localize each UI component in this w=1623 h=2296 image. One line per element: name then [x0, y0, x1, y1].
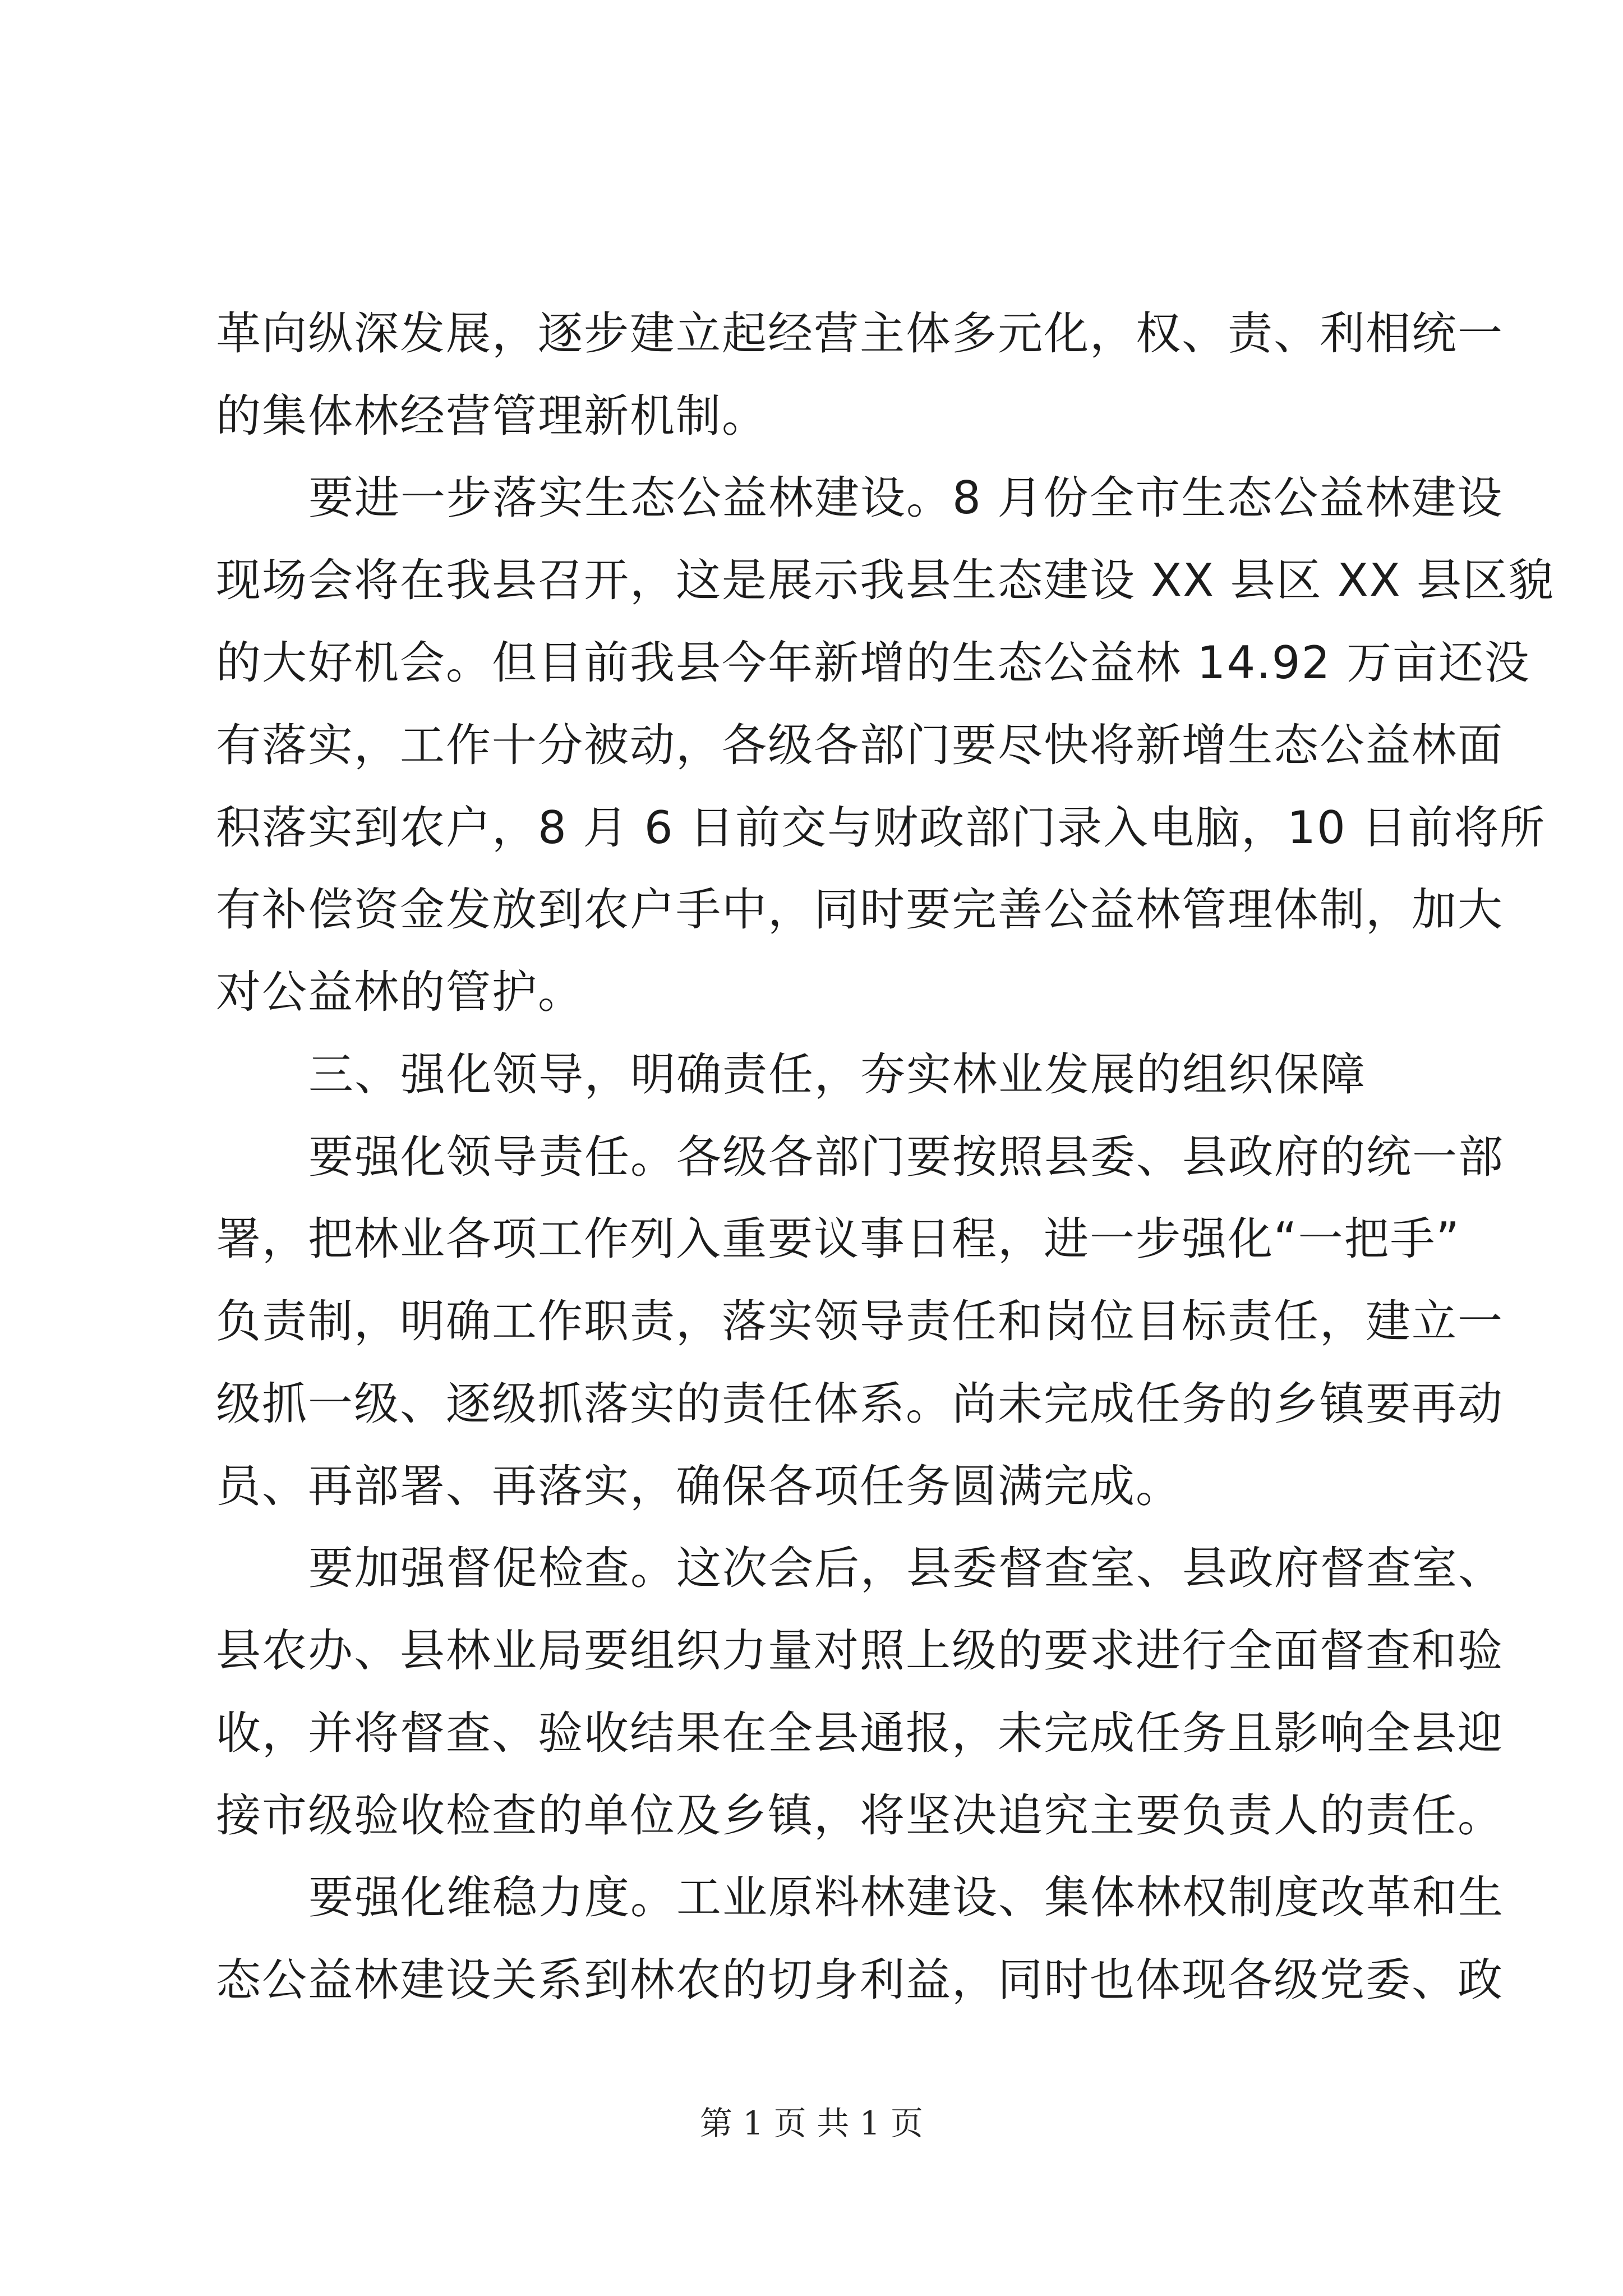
paragraph-line: 署，把林业各项工作列入重要议事日程，进一步强化“一把手”: [216, 1213, 1460, 1265]
paragraph-line: 级抓一级、逐级抓落实的责任体系。尚未完成任务的乡镇要再动: [216, 1378, 1504, 1430]
paragraph-line: 收，并将督查、验收结果在全县通报，未完成任务且影响全县迎: [216, 1707, 1504, 1759]
paragraph-line: 现场会将在我县召开，这是展示我县生态建设 XX 县区 XX 县区貌: [216, 554, 1555, 606]
paragraph-line: 有补偿资金发放到农户手中，同时要完善公益林管理体制，加大: [216, 884, 1504, 936]
paragraph-line: 县农办、县林业局要组织力量对照上级的要求进行全面督查和验: [216, 1625, 1504, 1677]
paragraph-line: 要加强督促检查。这次会后，县委督查室、县政府督查室、: [308, 1542, 1504, 1594]
paragraph-line: 对公益林的管护。: [216, 966, 584, 1018]
section-heading: 三、强化领导，明确责任，夯实林业发展的组织保障: [308, 1048, 1366, 1101]
page-footer: 第 1 页 共 1 页: [700, 2104, 923, 2142]
paragraph-line: 员、再部署、再落实，确保各项任务圆满完成。: [216, 1460, 1182, 1512]
paragraph-line: 要强化维稳力度。工业原料林建设、集体林权制度改革和生: [308, 1871, 1504, 1924]
paragraph-line: 负责制，明确工作职责，落实领导责任和岗位目标责任，建立一: [216, 1295, 1504, 1347]
paragraph-line: 有落实，工作十分被动，各级各部门要尽快将新增生态公益林面: [216, 719, 1504, 771]
paragraph-line: 的集体林经营管理新机制。: [216, 390, 768, 442]
paragraph-line: 态公益林建设关系到林农的切身利益，同时也体现各级党委、政: [216, 1954, 1504, 2006]
paragraph-line: 要强化领导责任。各级各部门要按照县委、县政府的统一部: [308, 1131, 1504, 1183]
paragraph-line: 接市级验收检查的单位及乡镇，将坚决追究主要负责人的责任。: [216, 1789, 1504, 1842]
paragraph-line: 要进一步落实生态公益林建设。8 月份全市生态公益林建设: [308, 472, 1504, 524]
paragraph-line: 革向纵深发展，逐步建立起经营主体多元化，权、责、利相统一: [216, 307, 1504, 360]
paragraph-line: 的大好机会。但目前我县今年新增的生态公益林 14.92 万亩还没: [216, 637, 1530, 689]
paragraph-line: 积落实到农户，8 月 6 日前交与财政部门录入电脑，10 日前将所: [216, 802, 1546, 854]
